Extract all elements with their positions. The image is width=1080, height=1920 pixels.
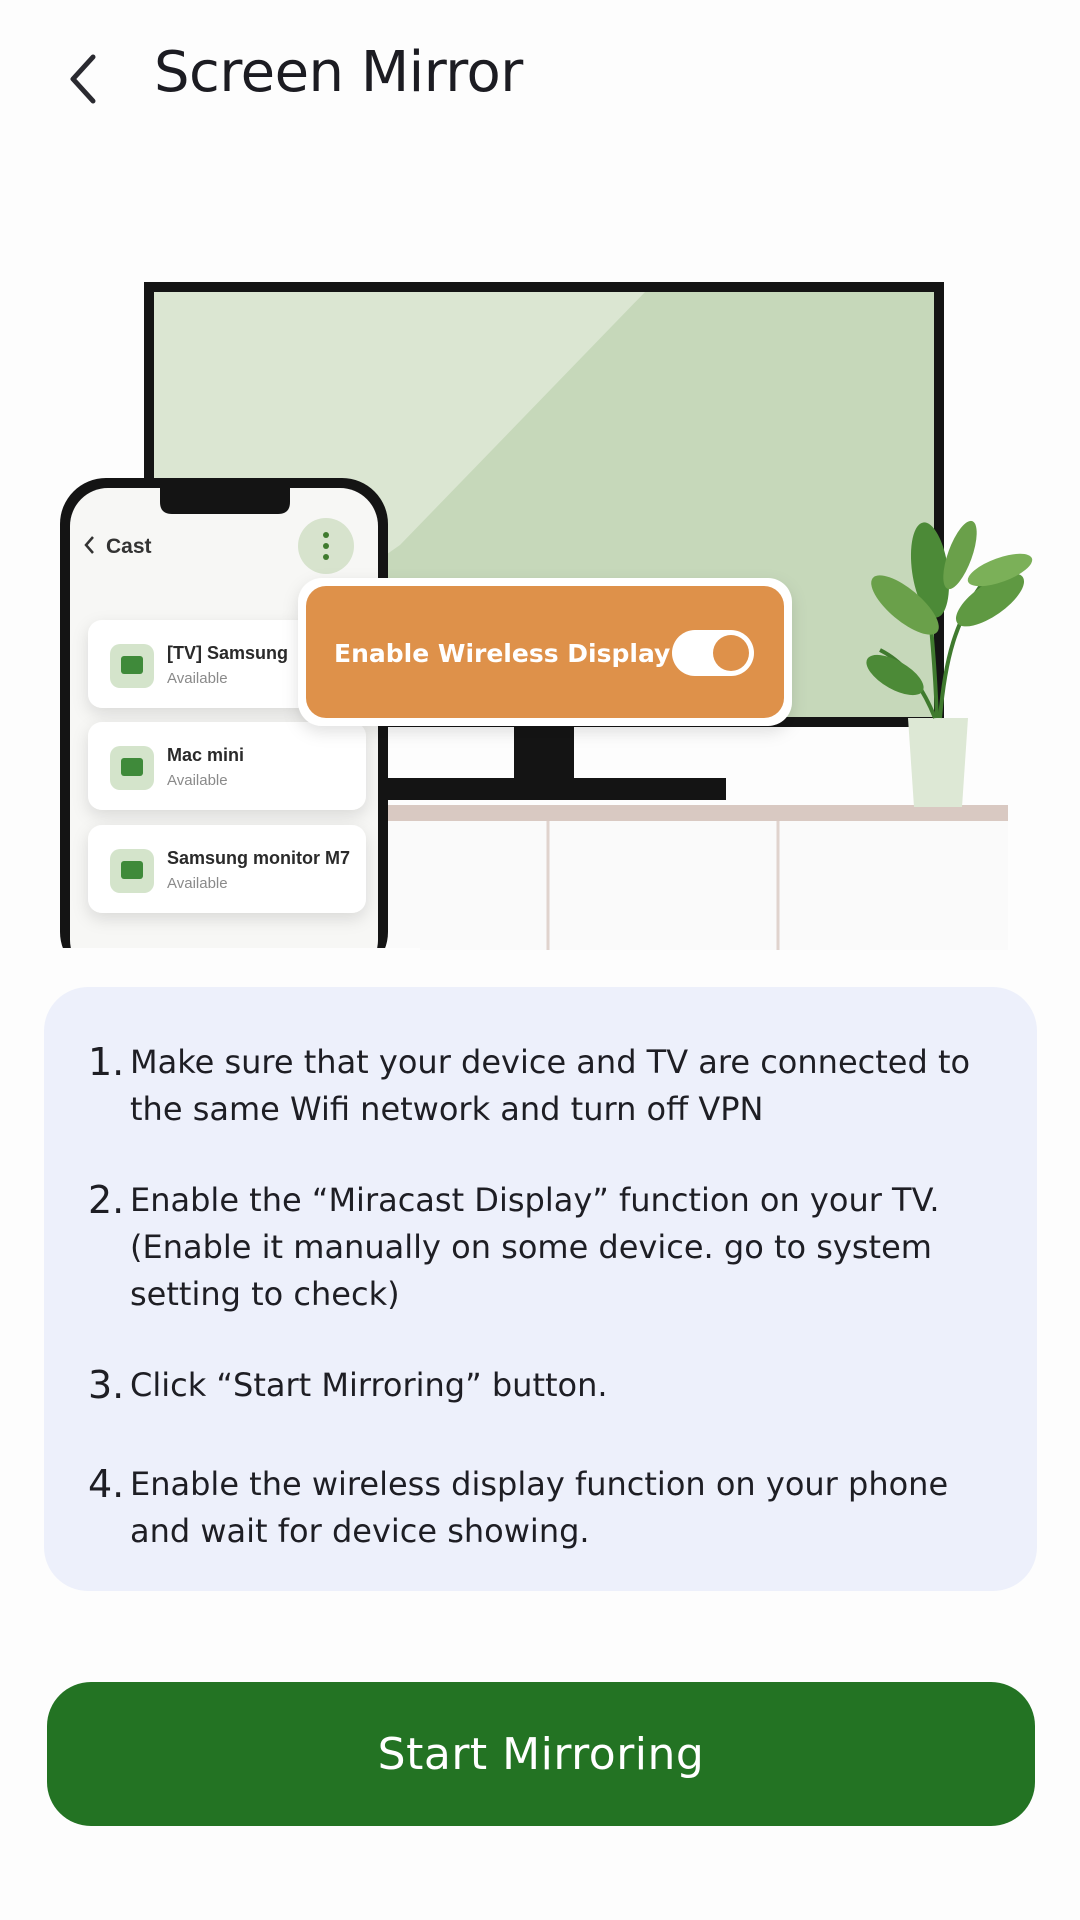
step-number: 4. — [88, 1462, 125, 1506]
device-status: Available — [167, 772, 228, 789]
step-number: 3. — [88, 1363, 125, 1407]
step-text: Enable the wireless display function on your phone and wait for device showing. — [130, 1465, 949, 1550]
step-text: Make sure that your device and TV are connected to the same Wifi network and turn off VPN — [130, 1043, 971, 1128]
start-mirroring-button[interactable]: Start Mirroring — [47, 1682, 1035, 1826]
toggle-card-label: Enable Wireless Display — [334, 639, 671, 668]
device-name: Mac mini — [167, 745, 245, 765]
device-status: Available — [167, 875, 228, 892]
device-card — [88, 825, 366, 913]
instruction-step — [88, 1177, 1000, 1318]
chevron-left-icon — [63, 51, 103, 107]
device-card — [88, 722, 366, 810]
app-header — [0, 0, 1080, 160]
tv-cabinet — [388, 805, 1008, 950]
device-name: [TV] Samsung — [167, 643, 289, 663]
instruction-step — [88, 1039, 1000, 1133]
screen-mirror-illustration — [0, 270, 1080, 950]
step-text: Click “Start Mirroring” button. — [130, 1366, 608, 1404]
step-number: 1. — [88, 1040, 125, 1084]
toggle-switch-icon — [672, 630, 754, 676]
step-text: Enable the “Miracast Display” function on your TV. (Enable it manually on some device. go to system setting to check) — [130, 1181, 940, 1313]
instructions-panel — [44, 987, 1037, 1591]
back-button[interactable] — [48, 44, 118, 114]
wireless-display-toggle-card — [298, 578, 792, 726]
device-name: Samsung monitor M7 — [167, 848, 351, 868]
instruction-step — [88, 1461, 1000, 1555]
page-title: Screen Mirror — [154, 40, 523, 105]
instruction-step — [88, 1362, 1000, 1409]
phone-cast-label: Cast — [106, 535, 152, 558]
step-number: 2. — [88, 1178, 125, 1222]
device-status: Available — [167, 670, 228, 687]
